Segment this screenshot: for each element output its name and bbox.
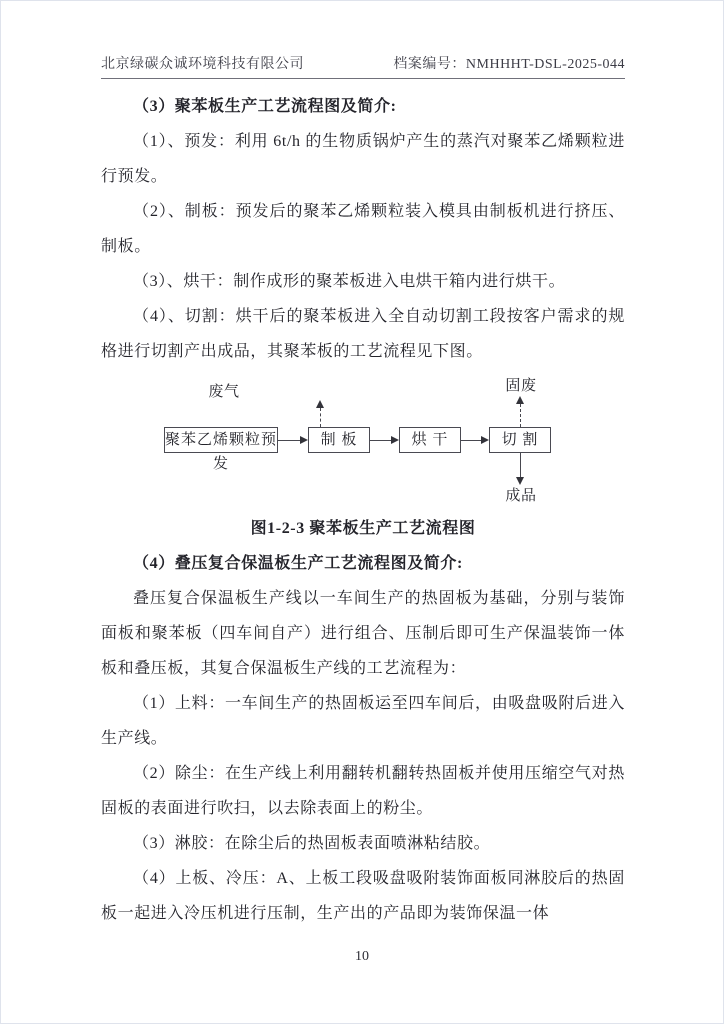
process-flowchart <box>101 370 625 510</box>
flow-arrowhead-icon <box>300 436 308 444</box>
paragraph: （2）、制板：预发后的聚苯乙烯颗粒装入模具由制板机进行挤压、制板。 <box>101 203 625 255</box>
product-arrowhead-icon <box>516 477 524 485</box>
flow-node-prefoaming: 聚苯乙烯颗粒预发 <box>164 427 278 453</box>
paragraph: （4）上板、冷压：A、上板工段吸盘吸附装饰面板同淋胶后的热固板一起进入冷压机进行压制，生产出的产品即为装饰保温一体 <box>101 870 625 922</box>
product-arrow <box>520 453 521 478</box>
paragraph: 叠压复合保温板生产线以一车间生产的热固板为基础，分别与装饰面板和聚苯板（四车间自产）进行组合、压制后即可生产保温装饰一体板和叠压板，其复合保温板生产线的工艺流程为： <box>101 590 625 677</box>
section-3-heading: （3）聚苯板生产工艺流程图及简介: <box>133 98 397 115</box>
waste-gas-arrowhead-icon <box>316 400 324 408</box>
solid-waste-label: 固废 <box>505 378 537 394</box>
waste-gas-arrow <box>320 408 321 427</box>
solid-waste-arrow <box>520 404 521 427</box>
paragraph: （4）、切割：烘干后的聚苯板进入全自动切割工段按客户需求的规格进行切割产出成品，其聚苯板的工艺流程见下图。 <box>101 308 625 360</box>
paragraph: （1）、预发：利用 6t/h 的生物质锅炉产生的蒸汽对聚苯乙烯颗粒进行预发。 <box>101 133 625 185</box>
section-4-heading: （4）叠压复合保温板生产工艺流程图及简介: <box>133 555 463 572</box>
archive-number-label: 档案编号： <box>393 57 466 72</box>
page-number: 10 <box>355 949 369 964</box>
flow-arrow <box>461 440 482 441</box>
flow-node-board-making: 制 板 <box>308 427 370 453</box>
paragraph: （3）淋胶：在除尘后的热固板表面喷淋粘结胶。 <box>133 835 491 852</box>
archive-number-value: NMHHHT-DSL-2025-044 <box>465 57 625 72</box>
solid-waste-arrowhead-icon <box>516 396 524 404</box>
product-label: 成品 <box>505 488 537 504</box>
paragraph: （2）除尘：在生产线上利用翻转机翻转热固板并使用压缩空气对热固板的表面进行吹扫，以去除表面上的粉尘。 <box>101 765 625 817</box>
flow-arrow <box>370 440 392 441</box>
page-header <box>101 41 625 79</box>
flow-arrow <box>278 440 301 441</box>
flow-node-drying: 烘 干 <box>399 427 461 453</box>
document-body <box>101 89 625 931</box>
archive-number <box>393 53 625 73</box>
flow-arrowhead-icon <box>391 436 399 444</box>
paragraph: （1）上料：一车间生产的热固板运至四车间后，由吸盘吸附后进入生产线。 <box>101 695 625 747</box>
company-name: 北京绿碳众诚环境科技有限公司 <box>101 57 304 72</box>
flow-node-cutting: 切 割 <box>489 427 551 453</box>
waste-gas-label: 废气 <box>208 384 240 400</box>
paragraph: （3）、烘干：制作成形的聚苯板进入电烘干箱内进行烘干。 <box>133 273 566 290</box>
flow-arrowhead-icon <box>481 436 489 444</box>
figure-caption: 图1-2-3 聚苯板生产工艺流程图 <box>250 520 476 537</box>
